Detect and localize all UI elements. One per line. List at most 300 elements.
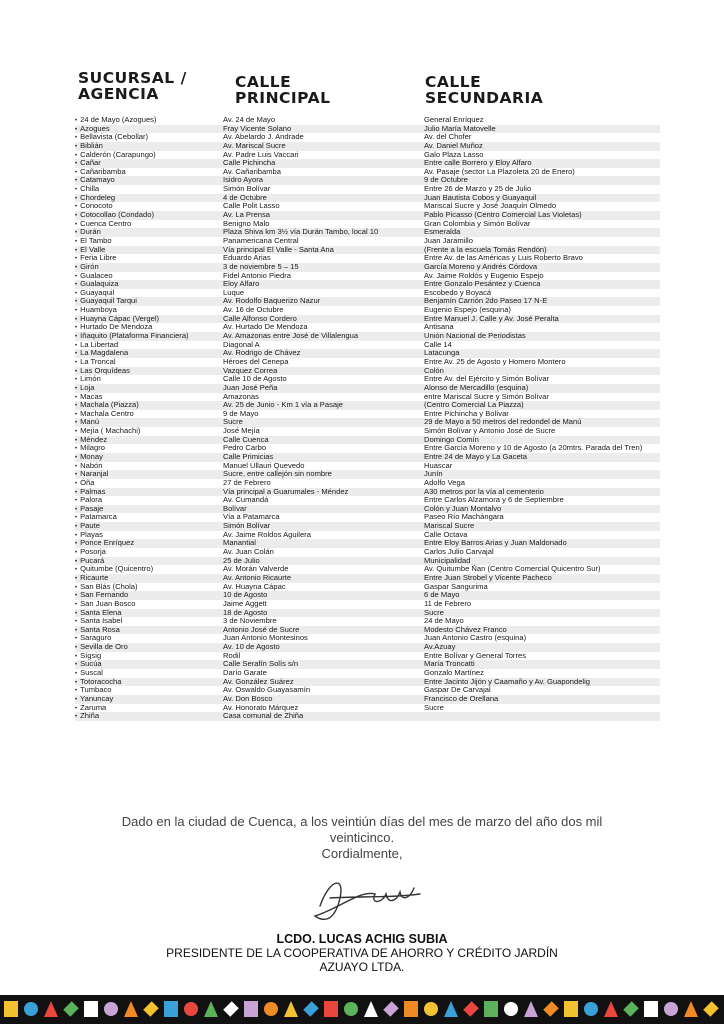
branch-name: • Feria Libre [75, 254, 223, 264]
main-street: Av. Mariscal Sucre [223, 141, 286, 150]
table-row [75, 401, 660, 410]
table-row [75, 297, 660, 306]
table-row [75, 393, 660, 402]
main-street: Calle Alfonso Cordero [223, 314, 297, 323]
header-sucursal: SUCURSAL / AGENCIA [78, 69, 187, 103]
branch-name: • Gualaquiza [75, 280, 223, 290]
main-street: 9 de Mayo [223, 409, 259, 418]
main-street: Av. Don Bosco [223, 694, 273, 703]
main-street: Simón Bolívar [223, 522, 271, 531]
border-shape [404, 1001, 418, 1017]
main-street: Av. Juan Colán [223, 548, 274, 557]
branch-name: • Gualaceo [75, 272, 223, 282]
table-row [75, 306, 660, 315]
border-shape [644, 1001, 658, 1017]
branch-name: • Calderón (Carapungo) [75, 151, 223, 161]
secondary-street: Alonso de Mercadillo (esquina) [424, 383, 529, 392]
table-row [75, 634, 660, 643]
main-street: Av. 16 de Octubre [223, 306, 284, 315]
secondary-street: Entre calle Borrero y Eloy Alfaro [424, 159, 532, 168]
main-street: Eduardo Arias [223, 254, 271, 263]
branch-name: • Oña [75, 479, 223, 489]
main-street: Bolívar [223, 504, 247, 513]
secondary-street: Entre Pichincha y Bolívar [424, 409, 509, 418]
branch-name: • Biblián [75, 142, 223, 152]
table-row [75, 211, 660, 220]
secondary-street: A30 metros por la vía al cementerio [424, 487, 544, 496]
table-row [75, 237, 660, 246]
table-row [75, 410, 660, 419]
table-row [75, 531, 660, 540]
secondary-street: 24 de Mayo [424, 617, 464, 626]
main-street: Av. Honorato Márquez [223, 703, 299, 712]
main-street: Benigno Malo [223, 219, 270, 228]
branch-name: • La Libertad [75, 341, 223, 351]
secondary-street: Huascar [424, 461, 453, 470]
secondary-street: Domingo Comín [424, 435, 479, 444]
main-street: Av. 25 de Junio - Km 1 vía a Pasaje [223, 401, 344, 410]
branch-name: • Yanuncay [75, 695, 223, 705]
branch-name: • Zaruma [75, 704, 223, 714]
table-row [75, 176, 660, 185]
branch-name: • Monay [75, 453, 223, 463]
main-street: Av. Morán Valverde [223, 565, 289, 574]
branch-name: • Azogues [75, 125, 223, 135]
main-street: Calle Polit Lasso [223, 202, 280, 211]
branch-name: • Machala Centro [75, 410, 223, 420]
secondary-street: Modesto Chávez Franco [424, 625, 507, 634]
branch-name: • Mejía ( Machachi) [75, 427, 223, 437]
secondary-street: Av. Jaime Roldós y Eugenio Espejo [424, 271, 544, 280]
main-street: Panamericana Central [223, 236, 299, 245]
branch-name: • Milagro [75, 444, 223, 454]
border-shape [4, 1001, 18, 1017]
branch-name: • Iñaquito (Plataforma Financiera) [75, 332, 223, 342]
table-row [75, 548, 660, 557]
table-row [75, 505, 660, 514]
secondary-street: Av. del Chofer [424, 133, 472, 142]
main-street: Calle 10 de Agosto [223, 375, 287, 384]
table-row [75, 427, 660, 436]
table-row [75, 565, 660, 574]
secondary-street: Adolfo Vega [424, 478, 465, 487]
main-street: 3 de noviembre 5 – 15 [223, 262, 299, 271]
secondary-street: 9 de Octubre [424, 176, 468, 185]
border-shape [264, 1002, 278, 1016]
table-row [75, 341, 660, 350]
table-row [75, 557, 660, 566]
main-street: Isidro Ayora [223, 176, 263, 185]
branch-name: • Cotocollao (Condado) [75, 211, 223, 221]
main-street: Diagonal A [223, 340, 260, 349]
main-street: Vía principal El Valle - Santa Ana [223, 245, 334, 254]
branch-name: • Durán [75, 228, 223, 238]
branch-name: • San Blás (Chola) [75, 583, 223, 593]
table-row [75, 358, 660, 367]
table-row [75, 496, 660, 505]
secondary-street: Entre Jacinto Jijón y Caamaño y Av. Guapondelig [424, 677, 591, 686]
table-row [75, 220, 660, 229]
branch-name: • Ponce Enríquez [75, 539, 223, 549]
table-row [75, 609, 660, 618]
main-street: Av. Amazonas entre José de Villalengua [223, 332, 359, 341]
branch-name: • Guayaquil [75, 289, 223, 299]
main-street: Av. Padre Luis Vaccari [223, 150, 299, 159]
main-street: Av. Jaime Roldos Aguilera [223, 530, 311, 539]
branch-name: • Cuenca Centro [75, 220, 223, 230]
secondary-street: Calle Octava [424, 530, 468, 539]
branch-name: • Ricaurte [75, 574, 223, 584]
table-row [75, 617, 660, 626]
secondary-street: Gonzalo Martínez [424, 669, 484, 677]
closing-text: Dado en la ciudad de Cuenca, a los veintiún días del mes de marzo del año dos mil veinticinco. Cordialmente, [121, 814, 603, 861]
header-calle-principal: CALLE PRINCIPAL [235, 73, 331, 107]
main-street: Calle Cuenca [223, 435, 269, 444]
branch-name: • Méndez [75, 436, 223, 446]
secondary-street: (Frente a la escuela Tomás Rendón) [424, 245, 547, 254]
secondary-street: Paseo Río Machángara [424, 513, 504, 522]
secondary-street: Unión Nacional de Periodistas [424, 332, 526, 341]
table-row [75, 194, 660, 203]
table-row [75, 600, 660, 609]
branch-name: • Hurtado De Mendoza [75, 323, 223, 333]
secondary-street: Entre Bolívar y General Torres [424, 651, 526, 660]
branch-name: • San Juan Bosco [75, 600, 223, 610]
secondary-street: Colón [424, 366, 444, 375]
main-street: Vazquez Correa [223, 366, 278, 375]
main-street: Manuel Ullauri Quevedo [223, 461, 305, 470]
branch-name: • La Magdalena [75, 349, 223, 359]
main-street: 27 de Febrero [223, 478, 271, 487]
secondary-street: Pablo Picasso (Centro Comercial Las Violetas) [424, 211, 582, 220]
secondary-street: Entre 24 de Mayo y La Gaceta [424, 452, 527, 461]
main-street: Av. Hurtado De Mendoza [223, 323, 308, 332]
branch-name: • Cañar [75, 159, 223, 169]
main-street: Av. Rodrigo de Chávez [223, 349, 301, 358]
table-row [75, 263, 660, 272]
table-row [75, 686, 660, 695]
table-row [75, 418, 660, 427]
branch-name: • San Fernando [75, 591, 223, 601]
secondary-street: García Moreno y Andrés Córdova [424, 262, 538, 271]
secondary-street: Julio María Matovelle [424, 124, 496, 133]
table-row [75, 470, 660, 479]
table-row [75, 522, 660, 531]
border-shape [484, 1001, 498, 1017]
secondary-street: Entre Eloy Barros Arias y Juan Maldonado [424, 539, 567, 548]
secondary-street: Gran Colombia y Simón Bolívar [424, 219, 531, 228]
main-street: Juan José Peña [223, 383, 278, 392]
table-row [75, 643, 660, 652]
branch-name: • Suscal [75, 669, 223, 679]
branch-name: • Paute [75, 522, 223, 532]
table-row [75, 168, 660, 177]
secondary-street: Entre 26 de Marzo y 25 de Julio [424, 185, 532, 194]
table-row [75, 444, 660, 453]
border-shape [504, 1002, 518, 1016]
table-row [75, 254, 660, 263]
branch-name: • Chordeleg [75, 194, 223, 204]
branch-name: • Loja [75, 384, 223, 394]
secondary-street: Juan Jaramillo [424, 236, 473, 245]
branch-name: • Catamayo [75, 176, 223, 186]
branch-table [75, 116, 660, 721]
handwritten-signature [300, 868, 430, 930]
border-shape [164, 1001, 178, 1017]
branch-name: • Zhiña [75, 712, 223, 722]
main-street: 4 de Octubre [223, 193, 267, 202]
table-row [75, 539, 660, 548]
main-street: Av. Abelardo J. Andrade [223, 133, 304, 142]
main-street: Héroes del Cenepa [223, 357, 289, 366]
border-shape [244, 1001, 258, 1017]
branch-name: • Sevilla de Oro [75, 643, 223, 653]
main-street: Av. Cumandá [223, 496, 269, 505]
main-street: Simón Bolívar [223, 185, 271, 194]
secondary-street: General Enríquez [424, 116, 484, 124]
secondary-street: (Centro Comercial La Piazza) [424, 401, 524, 410]
border-shape [324, 1001, 338, 1017]
secondary-street: Municipalidad [424, 556, 471, 565]
main-street: 10 de Agosto [223, 591, 268, 600]
branch-name: • Pasaje [75, 505, 223, 515]
table-row [75, 669, 660, 678]
main-street: Av. Rodolfo Baquerizo Nazur [223, 297, 321, 306]
border-shape [24, 1002, 38, 1016]
branch-name: • 24 de Mayo (Azogues) [75, 116, 223, 126]
table-row [75, 228, 660, 237]
branch-name: • Playas [75, 531, 223, 541]
table-row [75, 479, 660, 488]
main-street: Luque [223, 288, 245, 297]
table-row [75, 332, 660, 341]
secondary-street: Gaspar Sangurima [424, 582, 488, 591]
main-street: Jaime Aggett [223, 599, 267, 608]
main-street: Sucre [223, 418, 243, 427]
table-row [75, 384, 660, 393]
branch-name: • El Valle [75, 246, 223, 256]
branch-name: • Santa Rosa [75, 626, 223, 636]
main-street: 25 de Julio [223, 556, 260, 565]
secondary-street: Entre Gonzalo Pesántez y Cuenca [424, 280, 541, 289]
table-row [75, 151, 660, 160]
table-row [75, 712, 660, 721]
table-row [75, 349, 660, 358]
main-street: Manantial [223, 539, 256, 548]
table-row [75, 678, 660, 687]
table-row [75, 436, 660, 445]
secondary-street: entre Mariscal Sucre y Simón Bolívar [424, 392, 549, 401]
branch-name: • Las Orquídeas [75, 367, 223, 377]
table-row [75, 652, 660, 661]
header-calle-secundaria: CALLE SECUNDARIA [425, 73, 544, 107]
table-row [75, 591, 660, 600]
secondary-street: Av. Quitumbe Ñan (Centro Comercial Quicentro Sur) [424, 565, 601, 574]
main-street: Plaza Shiva km 3½ vía Durán Tambo, local 10 [223, 228, 379, 237]
table-row [75, 202, 660, 211]
secondary-street: María Troncatti [424, 660, 475, 669]
secondary-street: Juan Antonio Castro (esquina) [424, 634, 527, 643]
secondary-street: Entre Av. del Ejército y Simón Bolívar [424, 375, 550, 384]
branch-name: • Santa Elena [75, 609, 223, 619]
main-street: Av. González Suárez [223, 677, 294, 686]
border-shape [584, 1002, 598, 1016]
secondary-street: 29 de Mayo a 50 metros del redondel de Manú [424, 418, 582, 427]
table-row [75, 488, 660, 497]
secondary-street: Entre García Moreno y 10 de Agosto (a 20mtrs. Parada del Tren) [424, 444, 643, 453]
main-street: José Mejía [223, 427, 260, 436]
branch-name: • Totoracocha [75, 678, 223, 688]
branch-name: • Palmas [75, 488, 223, 498]
border-shape [424, 1002, 438, 1016]
main-street: Calle Pichincha [223, 159, 276, 168]
branch-name: • Huamboya [75, 306, 223, 316]
branch-name: • La Troncal [75, 358, 223, 368]
main-street: Fray Vicente Solano [223, 124, 292, 133]
main-street: 3 de Noviembre [223, 617, 277, 626]
decorative-border [0, 995, 724, 1024]
table-row [75, 272, 660, 281]
branch-name: • El Tambo [75, 237, 223, 247]
main-street: Eloy Alfaro [223, 280, 260, 289]
main-street: Av. Huayna Cápac [223, 582, 286, 591]
branch-name: • Cañaribamba [75, 168, 223, 178]
table-row [75, 125, 660, 134]
table-row [75, 375, 660, 384]
border-shape [664, 1002, 678, 1016]
secondary-street: Entre Av. de las Américas y Luis Roberto Bravo [424, 254, 583, 263]
branch-name: • Posorja [75, 548, 223, 558]
table-row [75, 574, 660, 583]
secondary-street: Entre Av. 25 de Agosto y Homero Montero [424, 357, 566, 366]
branch-name: • Macas [75, 393, 223, 403]
table-row [75, 453, 660, 462]
secondary-street: Colón y Juan Montalvo [424, 504, 502, 513]
main-street: 18 de Agosto [223, 608, 268, 617]
border-shape [344, 1002, 358, 1016]
branch-name: • Sucúa [75, 660, 223, 670]
main-street: Av. 24 de Mayo [223, 116, 276, 124]
main-street: Vía principal a Guarumales - Méndez [223, 487, 349, 496]
table-row [75, 695, 660, 704]
table-row [75, 660, 660, 669]
secondary-street: Av.Azuay [424, 643, 456, 652]
branch-name: • Girón [75, 263, 223, 273]
secondary-street: Entre Manuel J. Calle y Av. José Peralta [424, 314, 559, 323]
branch-name: • Quitumbe (Quicentro) [75, 565, 223, 575]
secondary-street: 6 de Mayo [424, 591, 460, 600]
main-street: Vía a Patamarca [223, 513, 280, 522]
secondary-street: Mariscal Sucre [424, 522, 475, 531]
table-row [75, 626, 660, 635]
secondary-street: Latacunga [424, 349, 460, 358]
border-shape [564, 1001, 578, 1017]
signer-block: LCDO. LUCAS ACHIG SUBIA PRESIDENTE DE LA COOPERATIVA DE AHORRO Y CRÉDITO JARDÍN AZUAYO LTDA. [166, 932, 558, 974]
main-street: Juan Antonio Montesinos [223, 634, 308, 643]
table-row [75, 323, 660, 332]
table-row [75, 142, 660, 151]
table-row [75, 289, 660, 298]
branch-name: • Sígsig [75, 652, 223, 662]
branch-name: • Saraguro [75, 634, 223, 644]
branch-name: • Manú [75, 418, 223, 428]
main-street: Antonio José de Sucre [223, 625, 300, 634]
table-row [75, 315, 660, 324]
main-street: Amazonas [223, 392, 259, 401]
secondary-street: Esmeralda [424, 228, 461, 237]
table-row [75, 116, 660, 125]
secondary-street: Gaspar De Carvajal [424, 686, 491, 695]
main-street: Calle Serafín Solís s/n [223, 660, 299, 669]
main-street: Pedro Carbo [223, 444, 267, 453]
table-row [75, 246, 660, 255]
secondary-street: Entre Juan Strobel y Vicente Pacheco [424, 573, 552, 582]
secondary-street: Eugenio Espejo (esquina) [424, 306, 511, 315]
secondary-street: Francisco de Orellana [424, 694, 499, 703]
secondary-street: Benjamín Carrión 2do Paseo 17 N-E [424, 297, 548, 306]
main-street: Rodil [223, 651, 241, 660]
table-row [75, 513, 660, 522]
branch-name: • Santa Isabel [75, 617, 223, 627]
main-street: Darío Garate [223, 669, 267, 677]
branch-name: • Huayna Cápac (Vergel) [75, 315, 223, 325]
table-row [75, 280, 660, 289]
branch-name: • Limón [75, 375, 223, 385]
main-street: Fidel Antonio Piedra [223, 271, 291, 280]
branch-name: • Nabón [75, 462, 223, 472]
main-street: Av. La Prensa [223, 211, 270, 220]
secondary-street: Sucre [424, 608, 444, 617]
branch-name: • Naranjal [75, 470, 223, 480]
table-row [75, 704, 660, 713]
secondary-street: Av. Pasaje (sector La Plazoleta 20 de Enero) [424, 167, 575, 176]
branch-name: • Conocoto [75, 202, 223, 212]
table-row [75, 367, 660, 376]
branch-name: • Pucará [75, 557, 223, 567]
main-street: Calle Primicias [223, 452, 274, 461]
secondary-street: Antisana [424, 323, 454, 332]
main-street: Av. Oswaldo Guayasamín [223, 686, 311, 695]
table-row [75, 185, 660, 194]
branch-name: • Bellavista (Cebollar) [75, 133, 223, 143]
table-row [75, 159, 660, 168]
secondary-street: Galo Plaza Lasso [424, 150, 484, 159]
secondary-street: Simón Bolívar y Antonio José de Sucre [424, 427, 556, 436]
table-row [75, 462, 660, 471]
branch-name: • Guayaquil Tarqui [75, 297, 223, 307]
branch-name: • Tumbaco [75, 686, 223, 696]
secondary-street: Sucre [424, 703, 444, 712]
secondary-street: Escobedo y Boyacá [424, 288, 492, 297]
main-street: Av. 10 de Agosto [223, 643, 280, 652]
border-shape [84, 1001, 98, 1017]
branch-name: • Chilla [75, 185, 223, 195]
secondary-street: Junín [424, 470, 443, 479]
secondary-street: Mariscal Sucre y José Joaquín Olmedo [424, 202, 557, 211]
main-street: Av. Antonio Ricaurte [223, 573, 292, 582]
secondary-street: 11 de Febrero [424, 599, 472, 608]
main-street: Av. Cañaribamba [223, 167, 281, 176]
border-shape [104, 1002, 118, 1016]
border-shape [184, 1002, 198, 1016]
secondary-street: Calle 14 [424, 340, 452, 349]
main-street: Casa comunal de Zhiña [223, 712, 304, 721]
branch-name: • Patamarca [75, 513, 223, 523]
secondary-street: Carlos Julio Carvajal [424, 548, 494, 557]
table-row [75, 133, 660, 142]
main-street: Sucre, entre callejón sin nombre [223, 470, 332, 479]
branch-name: • Palora [75, 496, 223, 506]
